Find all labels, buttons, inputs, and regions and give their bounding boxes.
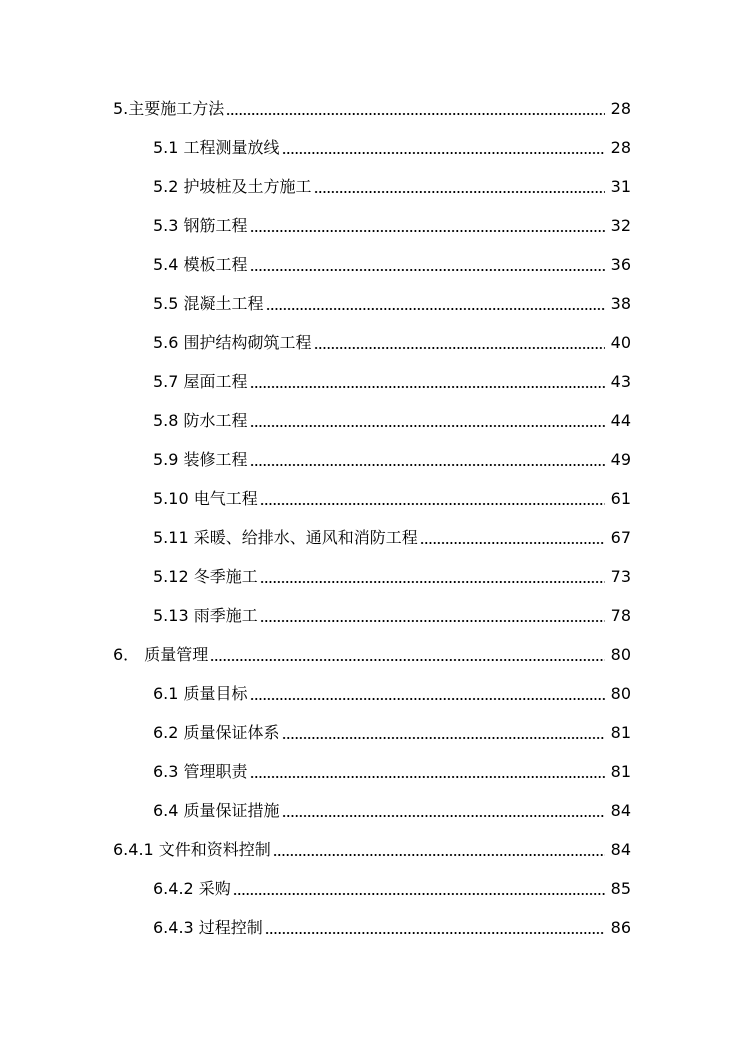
dot-leader bbox=[260, 489, 605, 509]
toc-entry[interactable] bbox=[0, 752, 744, 791]
dot-leader bbox=[250, 216, 605, 236]
toc-entry[interactable] bbox=[0, 635, 744, 674]
toc-entry-label: 6.2 质量保证体系 bbox=[153, 722, 280, 742]
dot-leader bbox=[250, 411, 605, 431]
toc-entry-label: 5.13 雨季施工 bbox=[153, 605, 258, 625]
dot-leader bbox=[273, 840, 605, 860]
toc-entry[interactable] bbox=[0, 284, 744, 323]
toc-entry-page: 81 bbox=[610, 761, 631, 781]
toc-entry-label: 5.12 冬季施工 bbox=[153, 566, 258, 586]
toc-entry-page: 36 bbox=[610, 254, 631, 274]
toc-entry-label: 6.3 管理职责 bbox=[153, 761, 248, 781]
toc-entry[interactable] bbox=[0, 323, 744, 362]
toc-entry-label: 5.10 电气工程 bbox=[153, 488, 258, 508]
toc-entry[interactable] bbox=[0, 245, 744, 284]
toc-entry-page: 67 bbox=[610, 527, 631, 547]
toc-entry-label: 6． 质量管理 bbox=[113, 644, 209, 664]
dot-leader bbox=[266, 294, 605, 314]
toc-entry-page: 78 bbox=[610, 605, 631, 625]
toc-entry-page: 81 bbox=[610, 722, 631, 742]
dot-leader bbox=[314, 177, 605, 197]
dot-leader bbox=[282, 138, 605, 158]
toc-entry[interactable] bbox=[0, 869, 744, 908]
toc-entry-page: 28 bbox=[610, 137, 631, 157]
dot-leader bbox=[250, 372, 605, 392]
dot-leader bbox=[233, 879, 605, 899]
toc-entry[interactable] bbox=[0, 206, 744, 245]
toc-entry-page: 38 bbox=[610, 293, 631, 313]
dot-leader bbox=[260, 567, 605, 587]
toc-entry-page: 84 bbox=[610, 839, 631, 859]
toc-entry-label: 6.4.1 文件和资料控制 bbox=[113, 839, 271, 859]
dot-leader bbox=[210, 645, 605, 665]
toc-entry[interactable] bbox=[0, 713, 744, 752]
toc-entry[interactable] bbox=[0, 440, 744, 479]
toc-entry[interactable] bbox=[0, 674, 744, 713]
toc-entry-label: 6.1 质量目标 bbox=[153, 683, 248, 703]
toc-entry-label: 5.1 工程测量放线 bbox=[153, 137, 280, 157]
toc-entry[interactable] bbox=[0, 128, 744, 167]
toc-entry-page: 32 bbox=[610, 215, 631, 235]
toc-entry[interactable] bbox=[0, 518, 744, 557]
toc-entry[interactable] bbox=[0, 596, 744, 635]
toc-entry-page: 86 bbox=[610, 917, 631, 937]
toc-entry-label: 5.3 钢筋工程 bbox=[153, 215, 248, 235]
toc-entry-page: 80 bbox=[610, 644, 631, 664]
dot-leader bbox=[250, 684, 605, 704]
toc-entry-label: 6.4.2 采购 bbox=[153, 878, 231, 898]
toc-entry[interactable] bbox=[0, 557, 744, 596]
dot-leader bbox=[250, 450, 605, 470]
dot-leader bbox=[265, 918, 605, 938]
toc-entry-page: 73 bbox=[610, 566, 631, 586]
toc-entry[interactable] bbox=[0, 791, 744, 830]
toc-entry-page: 43 bbox=[610, 371, 631, 391]
toc-entry-page: 49 bbox=[610, 449, 631, 469]
toc-entry-label: 5.7 屋面工程 bbox=[153, 371, 248, 391]
toc-entry-label: 5.6 围护结构砌筑工程 bbox=[153, 332, 312, 352]
dot-leader bbox=[420, 528, 605, 548]
toc-entry[interactable] bbox=[0, 908, 744, 947]
dot-leader bbox=[314, 333, 605, 353]
toc-entry-page: 80 bbox=[610, 683, 631, 703]
table-of-contents bbox=[0, 89, 744, 947]
toc-entry-page: 44 bbox=[610, 410, 631, 430]
toc-entry-label: 5.11 采暖、给排水、通风和消防工程 bbox=[153, 527, 418, 547]
toc-entry-page: 31 bbox=[610, 176, 631, 196]
toc-entry[interactable] bbox=[0, 362, 744, 401]
toc-entry[interactable] bbox=[0, 167, 744, 206]
toc-entry-label: 5.5 混凝土工程 bbox=[153, 293, 264, 313]
toc-entry-page: 40 bbox=[610, 332, 631, 352]
toc-entry[interactable] bbox=[0, 89, 744, 128]
toc-entry[interactable] bbox=[0, 830, 744, 869]
toc-entry-label: 5.9 装修工程 bbox=[153, 449, 248, 469]
toc-entry-page: 84 bbox=[610, 800, 631, 820]
dot-leader bbox=[250, 762, 605, 782]
dot-leader bbox=[226, 99, 605, 119]
toc-entry-page: 85 bbox=[610, 878, 631, 898]
toc-entry-label: 5.2 护坡桩及土方施工 bbox=[153, 176, 312, 196]
toc-entry[interactable] bbox=[0, 479, 744, 518]
toc-entry-label: 6.4.3 过程控制 bbox=[153, 917, 263, 937]
dot-leader bbox=[260, 606, 605, 626]
dot-leader bbox=[282, 723, 605, 743]
toc-entry-label: 6.4 质量保证措施 bbox=[153, 800, 280, 820]
toc-entry[interactable] bbox=[0, 401, 744, 440]
dot-leader bbox=[250, 255, 605, 275]
toc-entry-label: 5.8 防水工程 bbox=[153, 410, 248, 430]
toc-entry-page: 28 bbox=[610, 98, 631, 118]
toc-entry-label: 5.主要施工方法 bbox=[113, 98, 225, 118]
toc-entry-page: 61 bbox=[610, 488, 631, 508]
toc-entry-label: 5.4 模板工程 bbox=[153, 254, 248, 274]
dot-leader bbox=[282, 801, 605, 821]
